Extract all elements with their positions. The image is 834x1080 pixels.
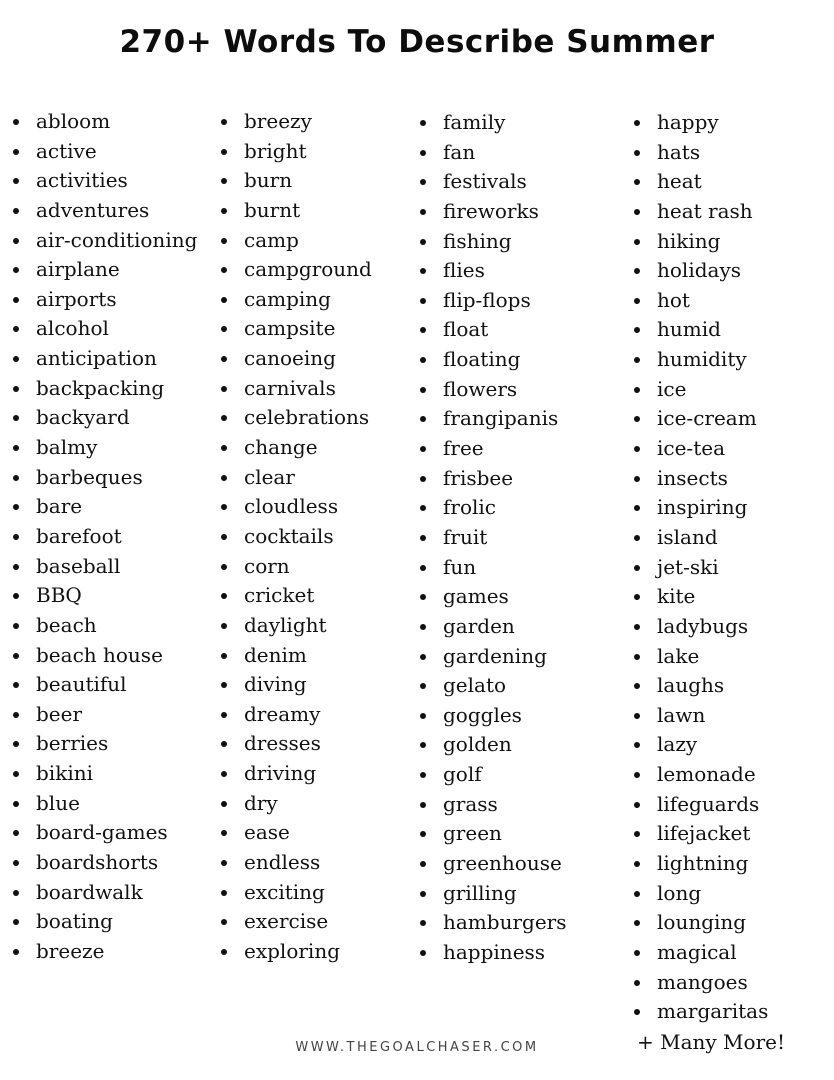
word-item: barefoot [13,522,197,552]
word-item: carnivals [221,374,372,404]
word-item: heat [634,167,768,197]
word-item: campsite [221,314,372,344]
word-item: holidays [634,256,768,286]
word-column-3 [420,108,566,968]
word-item: backpacking [13,374,197,404]
word-item: goggles [420,701,566,731]
word-item: frangipanis [420,404,566,434]
word-item: BBQ [13,581,197,611]
word-item: heat rash [634,197,768,227]
word-item: family [420,108,566,138]
word-item: grass [420,790,566,820]
word-item: flies [420,256,566,286]
word-item: denim [221,641,372,671]
word-item: floating [420,345,566,375]
word-item: boardshorts [13,848,197,878]
word-item: camp [221,226,372,256]
word-item: bright [221,137,372,167]
word-item: magical [634,938,768,968]
word-item: anticipation [13,344,197,374]
word-item: happiness [420,938,566,968]
word-item: beer [13,700,197,730]
word-item: board-games [13,818,197,848]
word-item: exciting [221,878,372,908]
word-item: lemonade [634,760,768,790]
word-item: boating [13,907,197,937]
word-item: change [221,433,372,463]
word-item: hot [634,286,768,316]
word-item: canoeing [221,344,372,374]
word-item: exercise [221,907,372,937]
word-item: humid [634,315,768,345]
word-item: active [13,137,197,167]
word-item: fireworks [420,197,566,227]
word-item: long [634,879,768,909]
word-item: green [420,819,566,849]
word-item: clear [221,463,372,493]
word-item: laughs [634,671,768,701]
word-item: happy [634,108,768,138]
word-item: lifejacket [634,819,768,849]
word-item: beach [13,611,197,641]
word-item: float [420,315,566,345]
word-item: barbeques [13,463,197,493]
word-item: cocktails [221,522,372,552]
word-item: dreamy [221,700,372,730]
word-item: lounging [634,908,768,938]
word-item: lawn [634,701,768,731]
word-item: jet-ski [634,553,768,583]
word-column-4 [634,108,768,1027]
word-item: burnt [221,196,372,226]
word-item: festivals [420,167,566,197]
word-item: diving [221,670,372,700]
word-item: berries [13,729,197,759]
word-item: dry [221,789,372,819]
word-item: daylight [221,611,372,641]
word-item: margaritas [634,997,768,1027]
word-item: ease [221,818,372,848]
word-item: golf [420,760,566,790]
word-item: camping [221,285,372,315]
word-item: grilling [420,879,566,909]
word-item: flip-flops [420,286,566,316]
word-item: fishing [420,227,566,257]
word-item: breeze [13,937,197,967]
word-item: hiking [634,227,768,257]
word-item: ladybugs [634,612,768,642]
word-item: frisbee [420,464,566,494]
word-item: bare [13,492,197,522]
many-more-note: + Many More! [637,1030,786,1054]
word-item: air-conditioning [13,226,197,256]
word-item: ice-cream [634,404,768,434]
word-item: garden [420,612,566,642]
word-item: humidity [634,345,768,375]
word-item: golden [420,730,566,760]
word-item: burn [221,166,372,196]
word-item: driving [221,759,372,789]
word-item: blue [13,789,197,819]
word-item: baseball [13,552,197,582]
word-item: hats [634,138,768,168]
word-item: greenhouse [420,849,566,879]
word-item: games [420,582,566,612]
word-item: fan [420,138,566,168]
word-column-2 [221,107,372,967]
word-item: kite [634,582,768,612]
word-item: gardening [420,642,566,672]
word-column-1 [13,107,197,967]
word-item: alcohol [13,314,197,344]
word-item: gelato [420,671,566,701]
word-item: corn [221,552,372,582]
word-item: campground [221,255,372,285]
website-footer: WWW.THEGOALCHASER.COM [295,1040,539,1055]
word-item: celebrations [221,403,372,433]
word-item: boardwalk [13,878,197,908]
word-item: airports [13,285,197,315]
word-item: fun [420,553,566,583]
word-item: frolic [420,493,566,523]
word-item: airplane [13,255,197,285]
word-item: cricket [221,581,372,611]
word-item: backyard [13,403,197,433]
word-item: beach house [13,641,197,671]
word-item: insects [634,464,768,494]
word-item: island [634,523,768,553]
word-item: balmy [13,433,197,463]
word-item: ice [634,375,768,405]
word-item: fruit [420,523,566,553]
page-title: 270+ Words To Describe Summer [119,24,715,60]
word-item: lazy [634,730,768,760]
word-item: endless [221,848,372,878]
word-item: flowers [420,375,566,405]
word-item: mangoes [634,968,768,998]
word-item: adventures [13,196,197,226]
word-item: hamburgers [420,908,566,938]
word-item: lifeguards [634,790,768,820]
word-item: activities [13,166,197,196]
word-item: lake [634,642,768,672]
word-item: bikini [13,759,197,789]
word-item: beautiful [13,670,197,700]
word-item: ice-tea [634,434,768,464]
word-item: breezy [221,107,372,137]
word-item: abloom [13,107,197,137]
word-item: exploring [221,937,372,967]
word-item: lightning [634,849,768,879]
word-item: dresses [221,729,372,759]
word-item: inspiring [634,493,768,523]
word-item: free [420,434,566,464]
word-item: cloudless [221,492,372,522]
